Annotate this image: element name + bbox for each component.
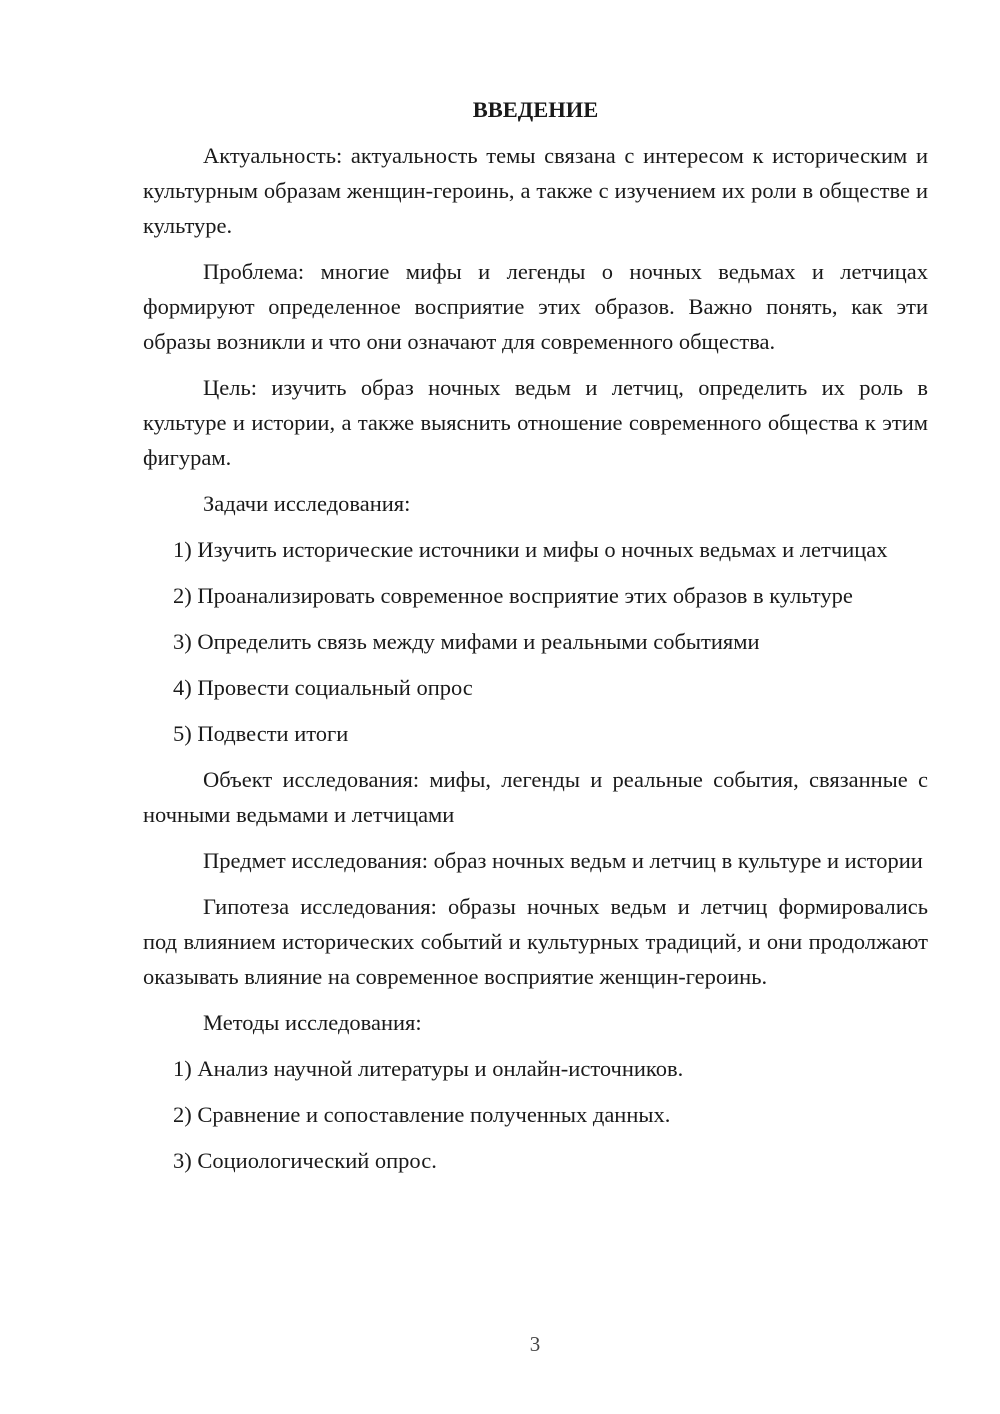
list-item: 1) Анализ научной литературы и онлайн-источников. — [173, 1056, 684, 1081]
problem-paragraph: Проблема: многие мифы и легенды о ночных ведьмах и летчицах формируют определенное восприятие этих образов. Важно понять, как эти образы возникли и что они означают для современного общества. — [143, 259, 928, 354]
list-item: 2) Проанализировать современное восприятие этих образов в культуре — [173, 583, 853, 608]
list-item: 4) Провести социальный опрос — [173, 675, 473, 700]
methods-list — [143, 1051, 928, 1178]
list-item: 1) Изучить исторические источники и мифы о ночных ведьмах и летчицах — [173, 537, 888, 562]
object-paragraph: Объект исследования: мифы, легенды и реальные события, связанные с ночными ведьмами и летчицами — [143, 767, 928, 827]
goal-paragraph: Цель: изучить образ ночных ведьм и летчиц, определить их роль в культуре и истории, а также выяснить отношение современного общества к этим фигурам. — [143, 375, 928, 470]
page-number: 3 — [529, 1332, 541, 1356]
list-item: 3) Определить связь между мифами и реальными событиями — [173, 629, 760, 654]
list-item: 5) Подвести итоги — [173, 721, 349, 746]
list-item: 2) Сравнение и сопоставление полученных данных. — [173, 1102, 671, 1127]
relevance-paragraph: Актуальность: актуальность темы связана с интересом к историческим и культурным образам женщин-героинь, а также с изучением их роли в обществе и культуре. — [143, 143, 928, 238]
subject-paragraph: Предмет исследования: образ ночных ведьм и летчиц в культуре и истории — [203, 848, 923, 873]
hypothesis-paragraph: Гипотеза исследования: образы ночных ведьм и летчиц формировались под влиянием исторических событий и культурных традиций, и они продолжают оказывать влияние на современное восприятие женщин-героинь. — [143, 894, 928, 989]
tasks-list — [143, 532, 928, 751]
document-page — [143, 92, 928, 1189]
list-item: 3) Социологический опрос. — [173, 1148, 437, 1173]
tasks-heading: Задачи исследования: — [203, 491, 411, 516]
page-title: ВВЕДЕНИЕ — [472, 97, 599, 122]
methods-heading: Методы исследования: — [203, 1010, 422, 1035]
